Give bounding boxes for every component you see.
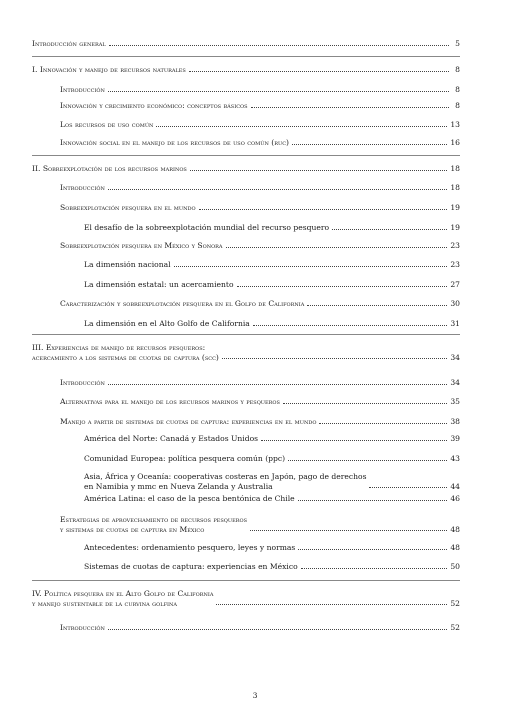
toc-page-number: 18 [450, 183, 460, 192]
toc-entry-title [60, 184, 105, 192]
toc-subsection[interactable] [84, 544, 460, 552]
toc-entry-title [84, 563, 298, 571]
toc-subsection[interactable] [84, 281, 460, 289]
dot-leader [108, 189, 447, 190]
toc-entry-title [60, 102, 248, 110]
toc-page-number: 34 [450, 352, 460, 362]
toc-title-line-2: acercamiento a los sistemas de cuotas de captura (scc) [32, 352, 219, 362]
toc-subsection[interactable] [84, 320, 460, 328]
dot-leader [307, 305, 447, 306]
dot-leader [108, 91, 449, 92]
toc-section[interactable] [60, 204, 460, 212]
toc-entry-title [32, 40, 106, 48]
toc-page-number: 16 [450, 138, 460, 147]
toc-chapter[interactable] [32, 165, 460, 173]
dot-leader [108, 384, 447, 385]
toc-page-number: 52 [450, 623, 460, 632]
dot-leader [251, 107, 449, 108]
toc-page-number: 23 [450, 260, 460, 269]
dot-leader [226, 247, 448, 248]
toc-title-line-2: y sistemas de cuotas de captura en México [60, 524, 205, 534]
toc-title-line: Sobreexplotación pesquera en el mundo [60, 203, 196, 212]
toc-entry-title [84, 224, 329, 232]
section-divider [32, 334, 460, 335]
dot-leader [319, 423, 447, 424]
toc-entry-title [60, 242, 223, 250]
page-number: 3 [252, 691, 258, 700]
section-divider [32, 580, 460, 581]
dot-leader [298, 549, 447, 550]
dot-leader [292, 144, 447, 145]
toc-entry-title [60, 86, 105, 94]
toc-title-line: Los recursos de uso común [60, 120, 154, 129]
toc-page-number: 31 [450, 319, 460, 328]
section-divider [32, 155, 460, 156]
toc-title-line-2: y manejo sustentable de la curvina golfina [32, 598, 178, 608]
dot-leader [261, 440, 447, 441]
toc-entry-title [84, 261, 171, 269]
toc-title-line-2: en Namibia y mmc en Nueva Zelanda y Australia [84, 481, 273, 491]
section-divider [32, 56, 460, 57]
toc-page-number: 5 [455, 39, 460, 48]
dot-leader [250, 530, 447, 531]
toc-entry-title [84, 495, 295, 503]
toc-title-line: Asia, África y Oceanía: cooperativas costeras en Japón, pago de derechos [84, 472, 367, 481]
toc-section[interactable] [60, 86, 460, 94]
toc-title-line: Innovación y crecimiento económico: conceptos básicos [60, 101, 248, 110]
toc-section[interactable] [60, 418, 460, 426]
toc-section[interactable] [60, 184, 460, 192]
toc-section[interactable] [60, 242, 460, 250]
toc-page-number: 48 [450, 543, 460, 552]
toc-title-line: II. Sobreexplotación de los recursos marinos [32, 164, 187, 173]
toc-entry-title [60, 379, 105, 387]
toc-page-number: 34 [450, 378, 460, 387]
toc-section[interactable] [60, 379, 460, 387]
toc-entry-title [60, 121, 153, 129]
dot-leader [109, 45, 449, 46]
toc-section[interactable] [60, 516, 460, 533]
toc-page-number: 27 [450, 280, 460, 289]
toc-title-line: Introducción [60, 183, 105, 192]
toc-title-line: Comunidad Europea: política pesquera común (ppc) [84, 454, 286, 463]
toc-section[interactable] [60, 139, 460, 147]
dot-leader [189, 71, 449, 72]
dot-leader [190, 170, 447, 171]
toc-title-line: La dimensión nacional [84, 260, 171, 269]
toc-entry-title [32, 165, 187, 173]
dot-leader [199, 209, 448, 210]
dot-leader [222, 358, 447, 359]
toc-page-number: 23 [450, 241, 460, 250]
toc-title-line: Antecedentes: ordenamiento pesquero, leyes y normas [84, 543, 296, 552]
toc-entry-title [60, 204, 196, 212]
toc-title-line: I. Innovación y manejo de recursos naturales [32, 65, 186, 74]
toc-page-number: 46 [450, 494, 460, 503]
toc-entry-title [60, 300, 304, 308]
dot-leader [288, 460, 447, 461]
dot-leader [253, 325, 447, 326]
toc-title-line: Introducción [60, 378, 105, 387]
toc-page-number: 30 [450, 299, 460, 308]
toc-section[interactable] [60, 121, 460, 129]
toc-entry-title [84, 544, 295, 552]
toc-title-line: Sistemas de cuotas de captura: experiencias en México [84, 562, 298, 571]
toc-chapter[interactable] [32, 344, 460, 361]
toc-subsection[interactable] [84, 563, 460, 571]
toc-page-number: 8 [455, 85, 460, 94]
toc-subsection[interactable] [84, 455, 460, 463]
toc-title-line: El desafío de la sobreexplotación mundial del recurso pesquero [84, 223, 330, 232]
toc-chapter[interactable] [32, 590, 460, 607]
toc-subsection[interactable] [84, 435, 460, 443]
dot-leader [156, 126, 447, 127]
toc-entry-title [84, 435, 258, 443]
toc-title-line: Sobreexplotación pesquera en México y Sonora [60, 241, 223, 250]
toc-page-number: 52 [450, 598, 460, 608]
dot-leader [298, 500, 448, 501]
toc-page-number: 39 [450, 434, 460, 443]
dot-leader [174, 266, 448, 267]
toc-subsection[interactable] [84, 224, 460, 232]
toc-title-line: III. Experiencias de manejo de recursos pesqueros: [32, 343, 206, 352]
dot-leader [369, 487, 447, 488]
toc-subsection[interactable] [84, 473, 460, 490]
toc-entry-title [60, 624, 105, 632]
toc-page-number: 8 [455, 65, 460, 74]
toc-page-number: 48 [450, 524, 460, 534]
toc-title-line: Introducción [60, 85, 105, 94]
toc-entry-title [84, 281, 234, 289]
toc-entry-title [32, 590, 213, 607]
toc-entry-title [84, 473, 366, 490]
toc-page-number: 18 [450, 164, 460, 173]
toc-page-number: 19 [450, 203, 460, 212]
toc-title-line: Manejo a partir de sistemas de cuotas de captura: experiencias en el mundo [60, 417, 317, 426]
toc-page-number: 44 [450, 481, 460, 491]
toc-section[interactable] [60, 102, 460, 110]
toc-title-line: Caracterización y sobreexplotación pesquera en el Golfo de California [60, 299, 305, 308]
toc-page-number: 13 [450, 120, 460, 129]
toc-entry-title [60, 516, 247, 533]
toc-section[interactable] [60, 398, 460, 406]
toc-title-line: América Latina: el caso de la pesca bentónica de Chile [84, 494, 295, 503]
toc-section[interactable] [60, 624, 460, 632]
toc-page-number: 19 [450, 223, 460, 232]
toc-subsection[interactable] [84, 495, 460, 503]
toc-entry-title [84, 320, 250, 328]
toc-page-number: 8 [455, 101, 460, 110]
dot-leader [216, 604, 447, 605]
toc-entry-title [84, 455, 285, 463]
toc-title-line: Introducción general [32, 39, 106, 48]
toc-title-line: La dimensión estatal: un acercamiento [84, 280, 234, 289]
toc-entry-title [32, 344, 219, 361]
toc-subsection[interactable] [84, 261, 460, 269]
dot-leader [237, 286, 448, 287]
toc-page-number: 50 [450, 562, 460, 571]
toc-page-number: 38 [450, 417, 460, 426]
dot-leader [283, 403, 447, 404]
toc-title-line: Innovación social en el manejo de los recursos de uso común (ruc) [60, 138, 290, 147]
toc-title-line: Estrategias de aprovechamiento de recursos pesqueros [60, 515, 248, 524]
toc-page-number: 35 [450, 397, 460, 406]
toc-title-line: América del Norte: Canadá y Estados Unidos [84, 434, 259, 443]
toc-title-line: Alternativas para el manejo de los recursos marinos y pesqueros [60, 397, 280, 406]
toc-section[interactable] [60, 300, 460, 308]
toc-entry-title [60, 418, 316, 426]
dot-leader [301, 568, 448, 569]
toc-page-number: 43 [450, 454, 460, 463]
dot-leader [108, 629, 447, 630]
toc-chapter[interactable] [32, 66, 460, 74]
toc-title-line: Introducción [60, 623, 105, 632]
toc-entry-title [60, 139, 289, 147]
toc-title-line: IV. Política pesquera en el Alto Golfo de California [32, 589, 214, 598]
toc-entry-title [32, 66, 186, 74]
toc-title-line: La dimensión en el Alto Golfo de California [84, 319, 250, 328]
dot-leader [332, 229, 447, 230]
toc-entry-title [60, 398, 280, 406]
toc-chapter[interactable] [32, 40, 460, 48]
